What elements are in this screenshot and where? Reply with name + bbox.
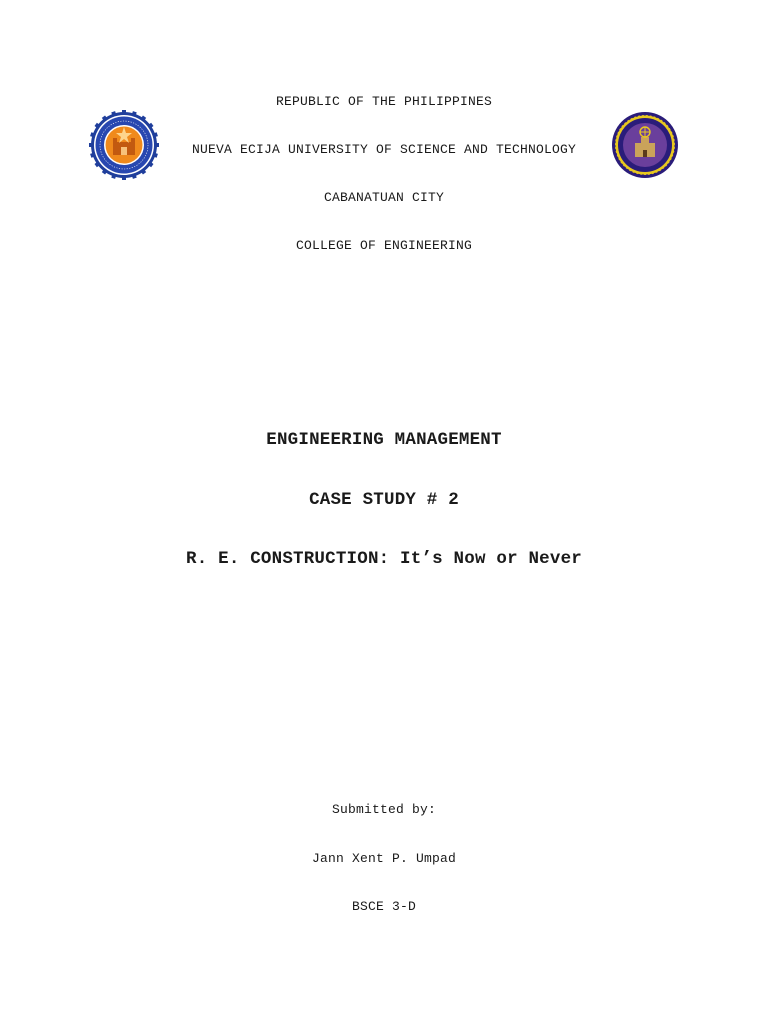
header-country: REPUBLIC OF THE PHILIPPINES [275,94,493,109]
header-university: NUEVA ECIJA UNIVERSITY OF SCIENCE AND TECHNOLOGY [191,142,577,157]
header-college: COLLEGE OF ENGINEERING [295,238,473,253]
student-name: Jann Xent P. Umpad [311,851,457,866]
subject-title: ENGINEERING MANAGEMENT [266,430,502,450]
case-title: R. E. CONSTRUCTION: It’s Now or Never [186,549,582,569]
header-city: CABANATUAN CITY [323,190,445,205]
student-section: BSCE 3-D [351,899,416,914]
submitted-by-label: Submitted by: [331,802,437,817]
case-number: CASE STUDY # 2 [309,490,459,510]
